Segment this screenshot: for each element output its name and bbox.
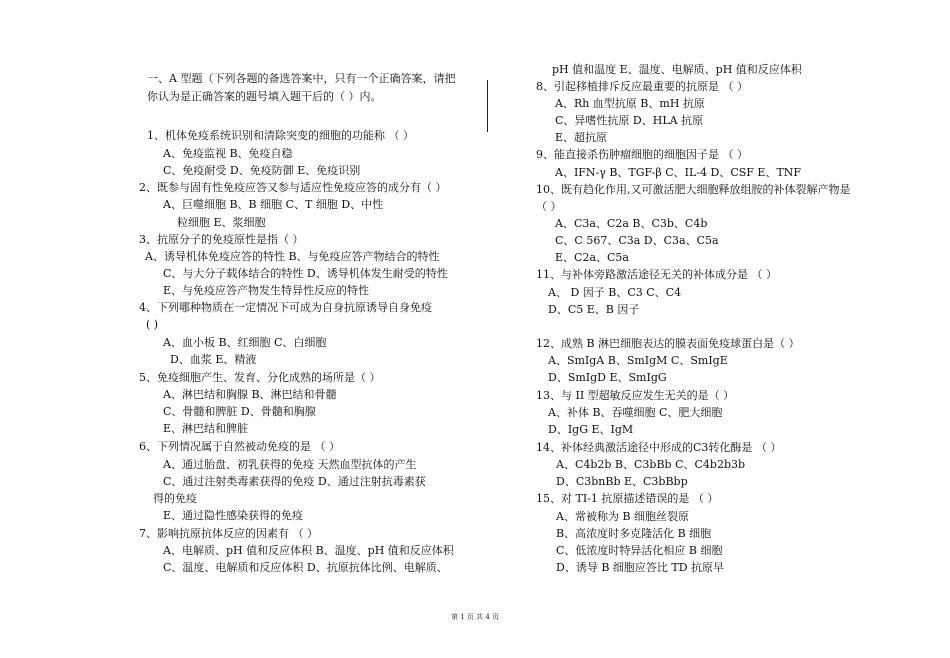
q6-options-b: C、通过注射类毒素获得的免疫 D、通过注射抗毒素获 (163, 475, 426, 488)
question-7: 7、影响抗原抗体反应的因素有 （ ） (139, 527, 318, 540)
question-5: 5、免疫细胞产生、发育、分化成熟的场所是（ ） (139, 371, 381, 384)
question-2: 2、既参与固有性免疫应答又参与适应性免疫应答的成分有（ ） (139, 181, 447, 194)
q2-options-b: 粒细胞 E、浆细胞 (177, 216, 266, 229)
q4-options-a: A、血小板 B、红细胞 C、白细胞 (163, 336, 327, 349)
q8-options-c: E、超抗原 (555, 131, 608, 144)
q12-options-a: A、SmIgA B、SmIgM C、SmIgE (548, 354, 728, 367)
q3-options-c: E、与免疫应答产物发生特异性反应的特性 (163, 284, 370, 297)
q14-options-b: D、C3bnBb E、C3bBbp (556, 475, 688, 488)
q3-options-b: C、与大分子载体结合的特性 D、诱导机体发生耐受的特性 (163, 267, 448, 280)
q11-options-b: D、C5 E、B 因子 (548, 303, 640, 316)
question-14: 14、补体经典激活途径中形成的C3转化酶是 （ ） (536, 441, 782, 454)
q11-options-a: A、 D 因子 B、C3 C、C4 (548, 286, 682, 299)
q8-options-b: C、异嗜性抗原 D、HLA 抗原 (555, 114, 704, 127)
q10-options-b: C、C 567、C3a D、C3a、C5a (555, 234, 719, 247)
question-1: 1、机体免疫系统识别和清除突变的细胞的功能称 （ ） (147, 129, 414, 142)
q4-answer-blank: ( ) (146, 318, 159, 331)
q8-options-a: A、Rh 血型抗原 B、mH 抗原 (555, 97, 705, 110)
question-9: 9、能直接杀伤肿瘤细胞的细胞因子是 （ ） (536, 148, 748, 161)
q10-options-a: A、C3a、C2a B、C3b、C4b (555, 217, 708, 230)
q6-options-a: A、通过胎盘、初乳获得的免疫 天然血型抗体的产生 (163, 458, 417, 471)
question-6: 6、下列情况属于自然被动免疫的是 （ ） (139, 440, 340, 453)
q9-options: A、IFN-γ B、TGF-β C、IL-4 D、CSF E、TNF (555, 166, 802, 179)
q12-options-b: D、SmIgD E、SmIgG (548, 371, 667, 384)
q4-options-b: D、血浆 E、精液 (170, 353, 257, 366)
q10-answer-blank: （ ） (536, 200, 562, 213)
q6-options-b-cont: 得的免疫 (153, 492, 197, 505)
q5-options-c: E、淋巴结和脾脏 (163, 422, 249, 435)
column-divider (487, 80, 488, 132)
q1-options-b: C、免疫耐受 D、免疫防御 E、免疫识别 (163, 164, 361, 177)
q1-options-a: A、免疫监视 B、免疫自稳 (163, 147, 293, 160)
q7-options-c: pH 值和温度 E、温度、电解质、pH 值和反应体积 (552, 63, 802, 76)
question-4: 4、下列哪种物质在一定情况下可成为自身抗原诱导自身免疫 (139, 301, 432, 314)
q6-options-c: E、通过隐性感染获得的免疫 (163, 509, 304, 522)
q5-options-a: A、淋巴结和胸腺 B、淋巴结和骨髓 (163, 388, 337, 401)
q7-options-a: A、电解质、pH 值和反应体积 B、温度、pH 值和反应体积 (163, 544, 454, 557)
question-13: 13、与 II 型超敏反应发生无关的是（ ） (536, 389, 735, 402)
q13-options-a: A、补体 B、吞噬细胞 C、肥大细胞 (548, 406, 723, 419)
question-11: 11、与补体旁路激活途径无关的补体成分是 （ ） (536, 268, 777, 281)
question-12: 12、成熟 B 淋巴细胞表达的膜表面免疫球蛋白是（ ） (536, 337, 800, 350)
section-instructions-line-1: 一、A 型题（下列各题的备选答案中，只有一个正确答案，请把 (147, 72, 456, 85)
section-instructions-line-2: 你认为是正确答案的题号填入题干后的（ ）内。 (147, 90, 382, 103)
question-8: 8、引起移植排斥反应最重要的抗原是 （ ） (536, 80, 748, 93)
q15-option-a: A、常被称为 B 细胞丝裂原 (556, 510, 690, 523)
q13-options-b: D、IgG E、IgM (548, 423, 634, 436)
question-15: 15、对 TI-1 抗原描述错误的是 （ ） (536, 492, 719, 505)
q15-option-c: C、低浓度时特异活化相应 B 细胞 (556, 544, 723, 557)
q3-options-a: A、诱导机体免疫应答的特性 B、与免疫应答产物结合的特性 (145, 250, 440, 263)
question-10: 10、既有趋化作用,又可激活肥大细胞释放组胺的补体裂解产物是 (536, 183, 851, 196)
q5-options-b: C、骨髓和脾脏 D、骨髓和胸腺 (163, 405, 316, 418)
question-3: 3、抗原分子的免疫原性是指（ ） (139, 233, 304, 246)
q7-options-b: C、温度、电解质和反应体积 D、抗原抗体比例、电解质、 (163, 561, 448, 574)
q15-option-d: D、诱导 B 细胞应答比 TD 抗原早 (556, 561, 725, 574)
q2-options-a: A、巨噬细胞 B、B 细胞 C、T 细胞 D、中性 (163, 198, 384, 211)
page-footer: 第 1 页 共 4 页 (450, 613, 500, 621)
q15-option-b: B、高浓度时多克隆活化 B 细胞 (556, 527, 712, 540)
q14-options-a: A、C4b2b B、C3bBb C、C4b2b3b (556, 458, 746, 471)
q10-options-c: E、C2a、C5a (555, 251, 629, 264)
